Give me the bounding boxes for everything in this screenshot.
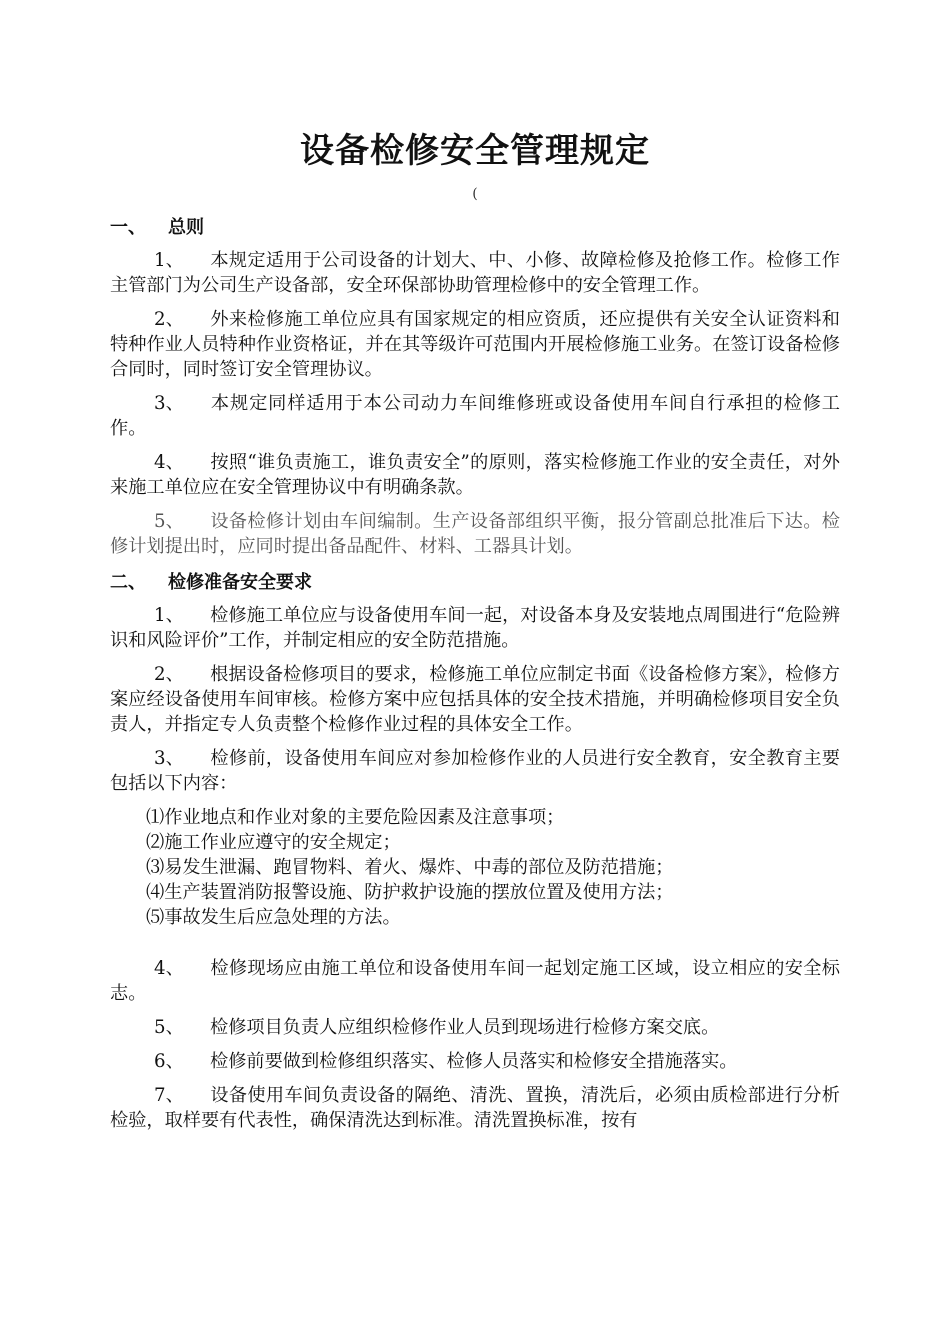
section-title: 检修准备安全要求 [168,572,312,593]
clause-paragraph [110,391,840,441]
list-item: ⑸事故发生后应急处理的方法。 [146,907,401,928]
clause-number: 3、 [154,748,184,769]
clause-paragraph [110,1049,840,1074]
clause-number: 7、 [154,1085,184,1106]
clause-number: 4、 [154,958,184,979]
section-heading-general [110,214,840,242]
clause-paragraph [110,1083,840,1133]
education-content-list [146,805,840,930]
clause-paragraph [110,603,840,653]
list-item: ⑶易发生泄漏、跑冒物料、着火、爆炸、中毒的部位及防范措施； [146,857,674,878]
clause-text: 检修前要做到检修组织落实、检修人员落实和检修安全措施落实。 [210,1051,738,1072]
clause-paragraph [110,662,840,737]
clause-text: 检修前，设备使用车间应对参加检修作业的人员进行安全教育，安全教育主要包括以下内容： [110,748,840,794]
clause-number: 5、 [154,511,184,532]
section-title: 总则 [168,217,204,238]
clause-paragraph [110,248,840,298]
list-item: ⑴作业地点和作业对象的主要危险因素及注意事项； [146,807,565,828]
clause-number: 5、 [154,1017,184,1038]
clause-text: 设备检修计划由车间编制。生产设备部组织平衡，报分管副总批准后下达。检修计划提出时，应同时提出备品配件、材料、工器具计划。 [110,511,840,557]
clause-text: 检修项目负责人应组织检修作业人员到现场进行检修方案交底。 [210,1017,720,1038]
list-item: ⑵施工作业应遵守的安全规定； [146,832,401,853]
clause-number: 6、 [154,1051,184,1072]
clause-text: 本规定适用于公司设备的计划大、中、小修、故障检修及抢修工作。检修工作主管部门为公司生产设备部，安全环保部协助管理检修中的安全管理工作。 [110,250,840,296]
section-number: 二、 [110,572,146,593]
clause-text: 外来检修施工单位应具有国家规定的相应资质，还应提供有关安全认证资料和特种作业人员特种作业资格证，并在其等级许可范围内开展检修施工业务。在签订设备检修合同时，同时签订安全管理协议。 [110,309,840,380]
clause-number: 2、 [154,309,184,330]
list-item: ⑷生产装置消防报警设施、防护救护设施的摆放位置及使用方法； [146,882,674,903]
clause-number: 4、 [154,452,184,473]
clause-paragraph [110,509,840,559]
clause-number: 2、 [154,664,184,685]
clause-paragraph [110,746,840,796]
section-number: 一、 [110,217,146,238]
clause-paragraph [110,956,840,1006]
clause-text: 设备使用车间负责设备的隔绝、清洗、置换，清洗后，必须由质检部进行分析检验，取样要有代表性，确保清洗达到标准。清洗置换标准，按有 [110,1085,840,1131]
clause-text: 检修现场应由施工单位和设备使用车间一起划定施工区域，设立相应的安全标志。 [110,958,840,1004]
clause-paragraph [110,307,840,382]
document-title: 设备检修安全管理规定 [300,131,650,171]
clause-text: 按照“谁负责施工，谁负责安全”的原则，落实检修施工作业的安全责任，对外来施工单位应在安全管理协议中有明确条款。 [110,452,840,498]
title-mark: ( [472,186,478,202]
section-heading-preparation [110,569,840,597]
clause-text: 本规定同样适用于本公司动力车间维修班或设备使用车间自行承担的检修工作。 [110,393,840,439]
clause-text: 检修施工单位应与设备使用车间一起，对设备本身及安装地点周围进行“危险辨识和风险评价”工作，并制定相应的安全防范措施。 [110,605,840,651]
clause-number: 1、 [154,605,184,626]
clause-number: 3、 [154,393,184,414]
clause-number: 1、 [154,250,184,271]
clause-paragraph [110,1015,840,1040]
clause-text: 根据设备检修项目的要求，检修施工单位应制定书面《设备检修方案》，检修方案应经设备使用车间审核。检修方案中应包括具体的安全技术措施，并明确检修项目安全负责人，并指定专人负责整个检修作业过程的具体安全工作。 [110,664,840,735]
clause-paragraph [110,450,840,500]
